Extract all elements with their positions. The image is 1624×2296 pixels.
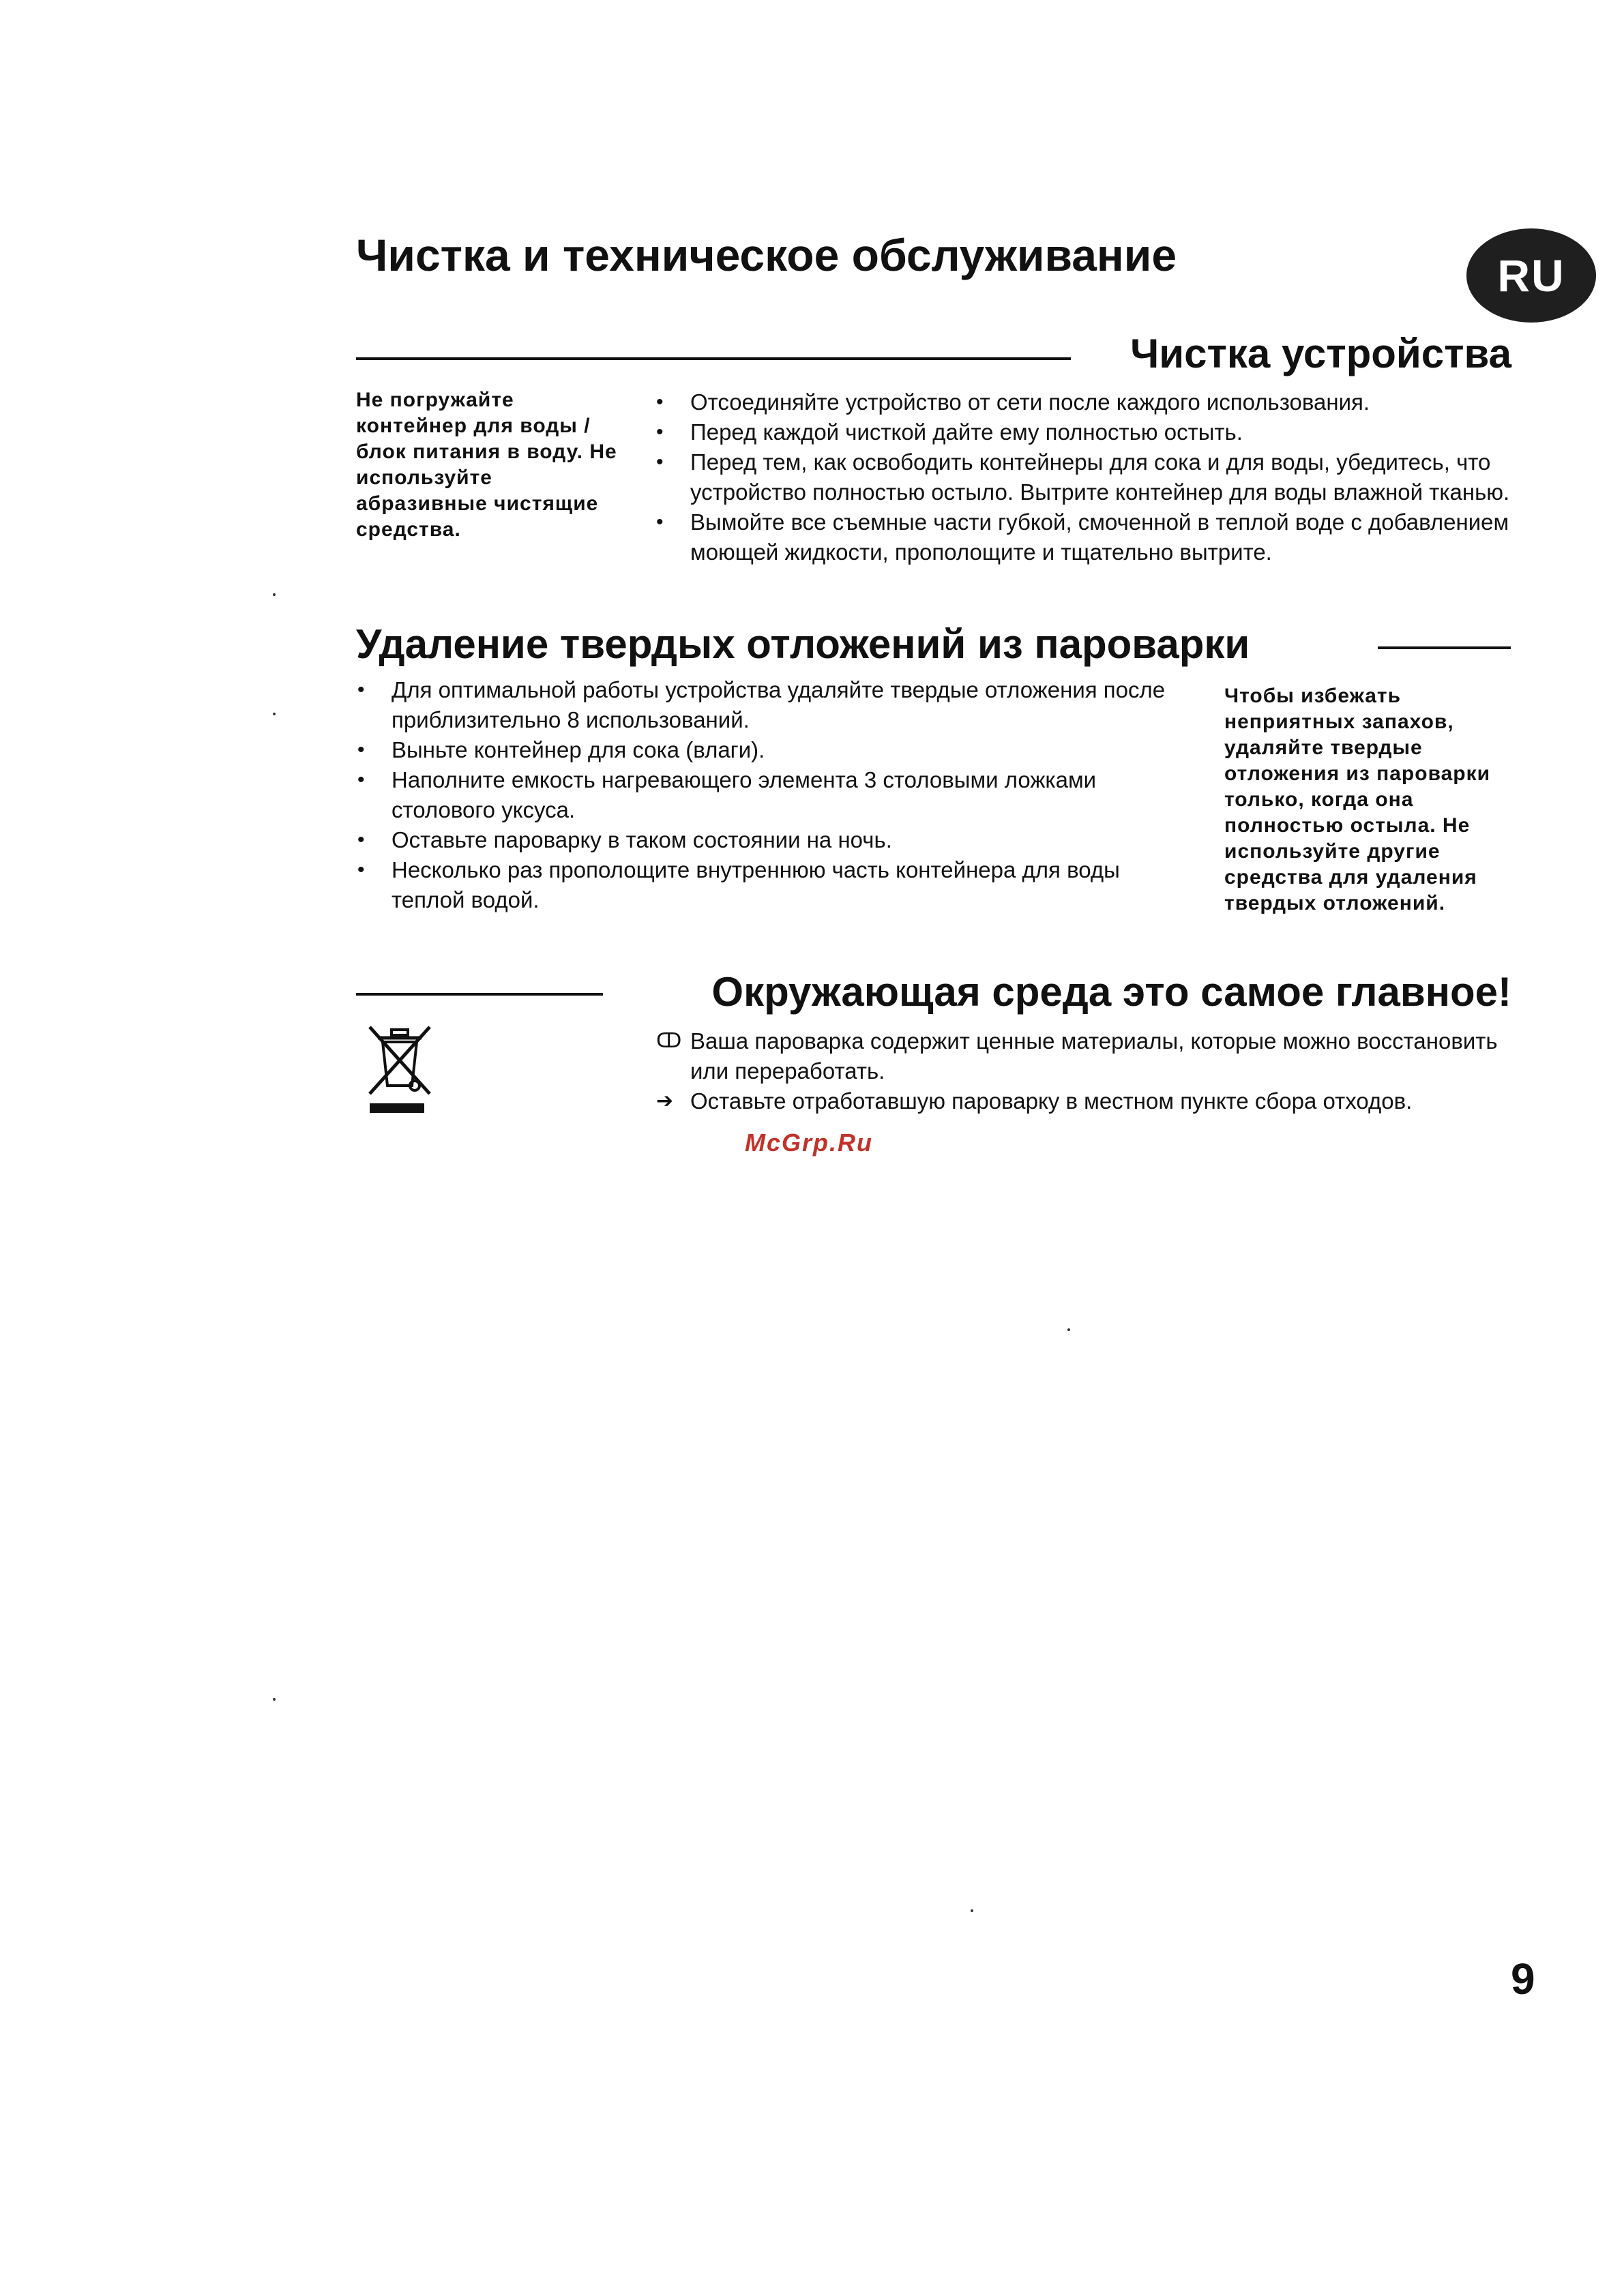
section-heading-descaling: Удаление твердых отложений из пароварки xyxy=(356,621,1250,667)
list-item: • Перед тем, как освободить контейнеры для сока и для воды, убедитесь, что устройство полностью остыло. Вытрите контейнер для воды влажной тканью. xyxy=(655,447,1511,507)
bullet-icon: • xyxy=(357,859,365,881)
list-item: • Для оптимальной работы устройства удаляйте твердые отложения после приблизительно 8 использований. xyxy=(356,675,1175,735)
list-marker: ↀ xyxy=(656,1030,682,1052)
section-rule xyxy=(1378,646,1511,649)
scan-speck xyxy=(273,713,276,715)
page-number: 9 xyxy=(1511,1954,1535,2003)
section-rule xyxy=(356,993,603,996)
list-item: • Оставьте пароварку в таком состоянии на ночь. xyxy=(356,825,1175,855)
scan-speck xyxy=(1067,1328,1070,1331)
environment-list xyxy=(655,1026,1514,1116)
bullet-icon: • xyxy=(357,739,365,761)
bullet-icon: • xyxy=(357,829,365,851)
list-item: • Выньте контейнер для сока (влаги). xyxy=(356,735,1175,765)
scan-speck xyxy=(273,1698,276,1701)
list-item: • Отсоединяйте устройство от сети после каждого использования. xyxy=(655,387,1511,417)
list-marker: ➔ xyxy=(656,1090,674,1112)
bullet-icon: • xyxy=(656,391,664,413)
descaling-warning-note: Чтобы избежать неприятных запахов, удаляйте твердые отложения из пароварки только, когда она полностью остыла. Не используйте другие средства для удаления твердых отложений. xyxy=(1224,685,1491,914)
watermark-text: McGrp.Ru xyxy=(745,1129,874,1157)
list-item: ↀ Ваша пароварка содержит ценные материалы, которые можно восстановить или переработать. xyxy=(655,1026,1514,1086)
cleaning-warning-note: Не погружайте контейнер для воды / блок питания в воду. Не используйте абразивные чистящие средства. xyxy=(356,389,617,541)
bullet-icon: • xyxy=(656,511,664,533)
crossed-out-bin-icon xyxy=(366,1023,434,1118)
language-badge: RU xyxy=(1466,228,1596,323)
list-item: • Вымойте все съемные части губкой, смоченной в теплой воде с добавлением моющей жидкости, прополощите и тщательно вытрите. xyxy=(655,507,1511,567)
list-item: • Перед каждой чисткой дайте ему полностью остыть. xyxy=(655,417,1511,447)
section-heading-cleaning: Чистка устройства xyxy=(1130,331,1511,376)
section-rule xyxy=(356,357,1071,360)
page-title: Чистка и техническое обслуживание xyxy=(356,230,1177,280)
section-heading-environment: Окружающая среда это самое главное! xyxy=(711,969,1511,1015)
list-item: • Несколько раз прополощите внутреннюю часть контейнера для воды теплой водой. xyxy=(356,855,1175,915)
bullet-icon: • xyxy=(357,679,365,701)
bullet-icon: • xyxy=(656,451,664,473)
list-item: • Наполните емкость нагревающего элемента 3 столовыми ложками столового уксуса. xyxy=(356,765,1175,825)
cleaning-list xyxy=(655,387,1511,567)
bullet-icon: • xyxy=(656,421,664,443)
list-item: ➔ Оставьте отработавшую пароварку в местном пункте сбора отходов. xyxy=(655,1086,1514,1116)
descaling-list xyxy=(356,675,1175,915)
scan-speck xyxy=(971,1909,973,1912)
bullet-icon: • xyxy=(357,769,365,791)
scan-speck xyxy=(273,593,276,596)
